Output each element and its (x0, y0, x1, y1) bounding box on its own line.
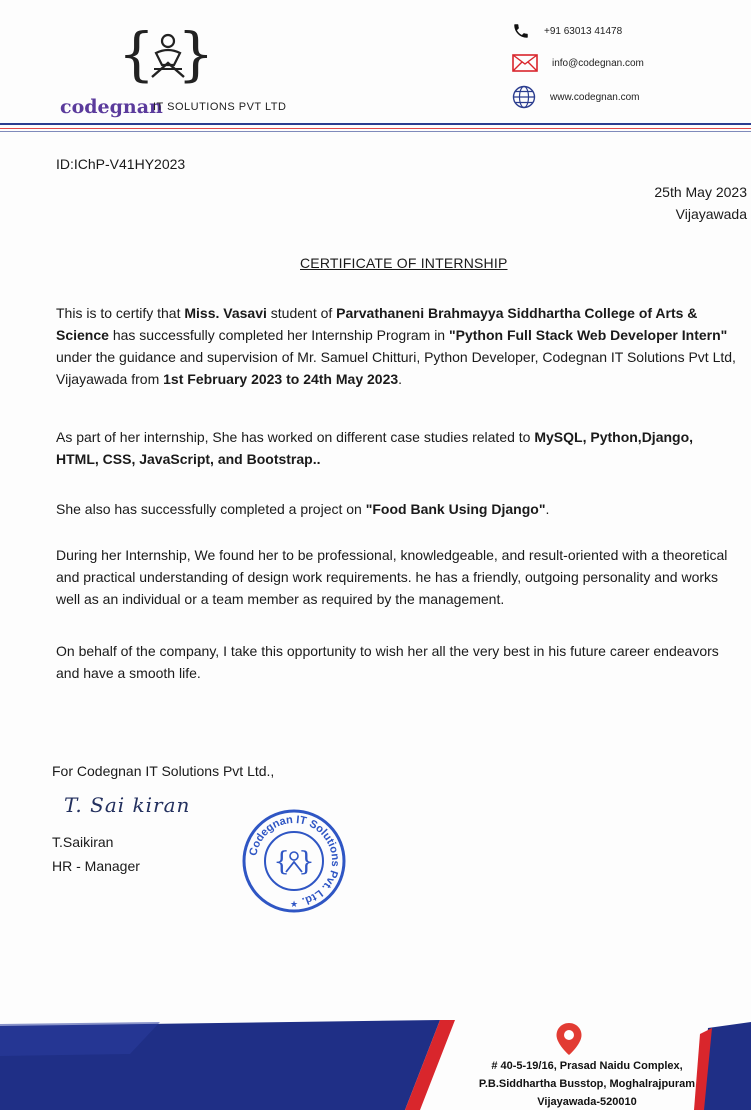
certificate-id: ID:IChP-V41HY2023 (56, 156, 186, 172)
paragraph-project: She also has successfully completed a project on "Food Bank Using Django". (56, 501, 550, 517)
letter-date: 25th May 2023 (654, 184, 747, 200)
intern-name: Miss. Vasavi (184, 305, 267, 321)
program-name: "Python Full Stack Web Developer Intern" (448, 327, 728, 343)
contact-phone (512, 18, 622, 44)
email-icon (512, 54, 538, 72)
phone-text: +91 63013 41478 (544, 25, 623, 37)
paragraph-certification: This is to certify that Miss. Vasavi student of Parvathaneni Brahmayya Siddhartha College of Arts & Science has successfully completed her Internship Program in "Python Full Stack Web Developer Intern" under the guidance and supervision of Mr. Samuel Chitturi, Python Developer, Codegnan IT Solutions Pvt Ltd, Vijayawada from 1st February 2023 to 24th May 2023. (56, 305, 736, 387)
email-text: info@codegnan.com (552, 57, 644, 69)
college-name: Parvathaneni Brahmayya Siddhartha College of Arts & Science (56, 305, 698, 343)
logo-figure-icon (146, 33, 190, 83)
handwritten-signature: T. Sai kiran (64, 793, 191, 817)
header-divider-thin (0, 131, 751, 132)
logo-braces: { } (118, 20, 217, 88)
contact-email (512, 50, 644, 76)
signer-title: HR - Manager (52, 858, 140, 874)
paragraph-wishes: On behalf of the company, I take this opportunity to wish her all the very best in his future career endeavors and have a smooth life. (56, 643, 719, 681)
signer-name: T.Saikiran (52, 834, 114, 850)
project-name: "Food Bank Using Django" (365, 501, 546, 517)
location-pin-icon (555, 1022, 583, 1056)
svg-text:{ }: { } (273, 847, 315, 877)
header-divider-red (0, 128, 751, 129)
address-line-1: # 40-5-19/16, Prasad Naidu Complex, (491, 1060, 683, 1072)
paragraph-technologies: As part of her internship, She has worked on different case studies related to MySQL, Python,Django, HTML, CSS, JavaScript, and Bootstrap.. (56, 429, 694, 467)
seal-text: Codegnan IT Solutions Pvt. Ltd. (247, 813, 342, 908)
globe-icon (512, 85, 536, 109)
phone-icon (512, 22, 530, 40)
closing-line: For Codegnan IT Solutions Pvt Ltd., (52, 763, 275, 779)
website-text: www.codegnan.com (550, 91, 640, 103)
svg-text:★: ★ (289, 900, 299, 910)
address-line-3: Vijayawada-520010 (537, 1096, 637, 1108)
address-line-2: P.B.Siddhartha Busstop, Moghalrajpuram (478, 1078, 696, 1090)
letter-place: Vijayawada (675, 206, 747, 222)
paragraph-evaluation: During her Internship, We found her to be professional, knowledgeable, and result-oriented with a theoretical and practical understanding of design work requirements. he has a friendly, outgoing personality and works well as an individual or a team member as required by the management. (56, 547, 728, 607)
internship-period: 1st February 2023 to 24th May 2023 (163, 371, 399, 387)
brand-name: codegnan (60, 96, 163, 118)
header-divider (0, 123, 751, 125)
company-seal (241, 808, 347, 914)
technology-list: MySQL, Python,Django, HTML, CSS, JavaScript, and Bootstrap.. (56, 429, 694, 467)
certificate-heading: CERTIFICATE OF INTERNSHIP (300, 255, 508, 271)
brand-suffix: IT SOLUTIONS PVT LTD (153, 101, 287, 113)
contact-website (512, 84, 640, 110)
